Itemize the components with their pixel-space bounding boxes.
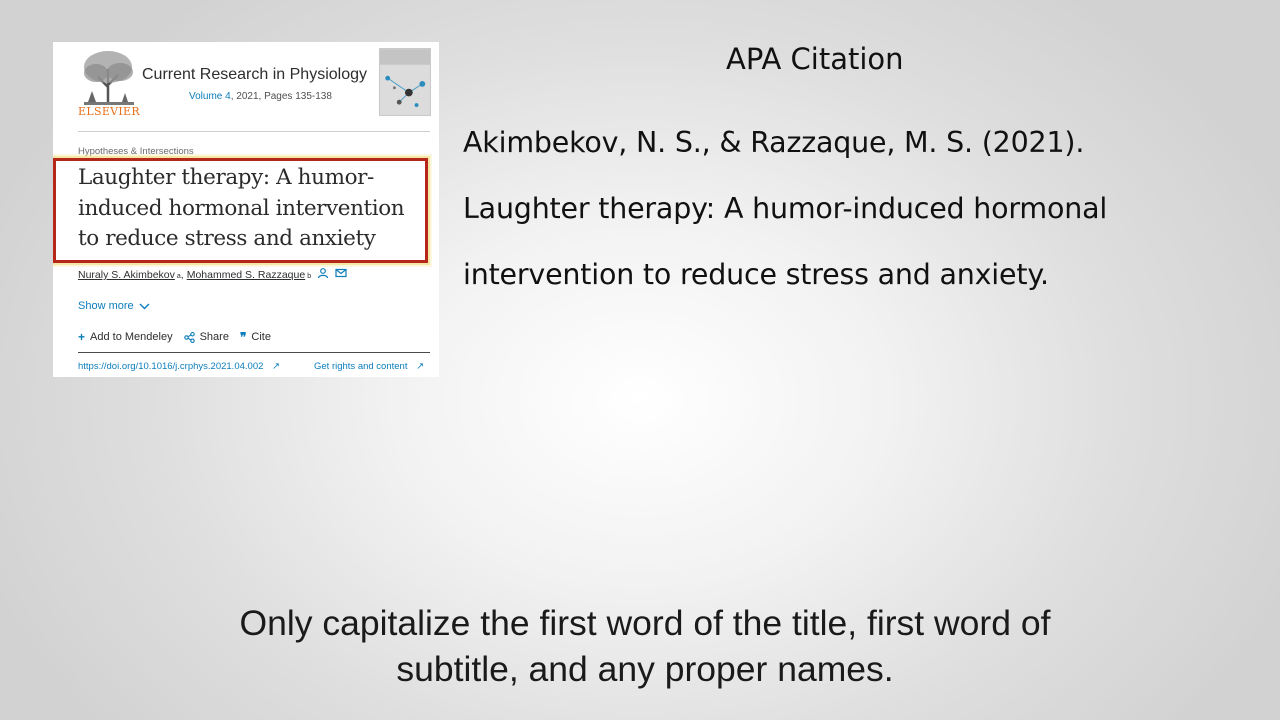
external-link-icon: ↗: [416, 361, 425, 372]
header-divider: [78, 131, 430, 132]
person-icon[interactable]: [317, 268, 329, 278]
add-to-mendeley-label: Add to Mendeley: [90, 331, 173, 343]
capitalization-note: [140, 600, 1150, 692]
publisher-name: ELSEVIER: [78, 105, 140, 118]
citation-heading: APA Citation: [726, 42, 904, 76]
plus-icon: +: [78, 330, 86, 344]
journal-name[interactable]: Current Research in Physiology: [142, 66, 367, 83]
note-line: subtitle, and any proper names.: [396, 649, 894, 689]
elsevier-tree-icon: [78, 47, 140, 109]
apa-citation: [463, 110, 1243, 308]
share-label: Share: [199, 331, 229, 343]
rights-text: Get rights and content: [314, 361, 408, 372]
article-screenshot: [53, 42, 439, 377]
cite-button[interactable]: [240, 330, 271, 344]
doi-link[interactable]: [78, 361, 280, 372]
author-affiliation: a: [176, 273, 181, 280]
journal-volume: [189, 91, 332, 102]
author-separator: ,: [180, 269, 184, 281]
chevron-down-icon: [139, 303, 150, 310]
author-affiliation: b: [307, 273, 312, 280]
author-list: [78, 268, 347, 281]
quote-icon: ❞: [239, 330, 247, 344]
citation-line: intervention to reduce stress and anxiety.: [463, 258, 1049, 291]
mail-icon[interactable]: [335, 268, 347, 278]
author-name[interactable]: Mohammed S. Razzaque: [186, 269, 306, 281]
external-link-icon: ↗: [272, 361, 280, 372]
citation-line: Akimbekov, N. S., & Razzaque, M. S. (2021).: [463, 126, 1085, 159]
article-section: Hypotheses & Intersections: [78, 146, 194, 157]
volume-link[interactable]: Volume 4: [189, 91, 231, 102]
share-button[interactable]: [184, 331, 229, 343]
cite-label: Cite: [251, 331, 271, 343]
note-line: Only capitalize the first word of the title, first word of: [239, 603, 1051, 643]
share-icon: [184, 332, 195, 343]
footer-divider: [78, 352, 430, 353]
citation-line: Laughter therapy: A humor-induced hormonal: [463, 192, 1108, 225]
doi-text: https://doi.org/10.1016/j.crphys.2021.04.002: [78, 361, 264, 372]
add-to-mendeley-button[interactable]: [78, 330, 173, 344]
rights-and-content-link[interactable]: [314, 361, 424, 372]
volume-details: , 2021, Pages 135-138: [230, 91, 332, 102]
show-more-label: Show more: [78, 300, 134, 312]
author-name[interactable]: Nuraly S. Akimbekov: [78, 269, 175, 281]
article-title: Laughter therapy: A humor-induced hormonal intervention to reduce stress and anxiety: [78, 165, 405, 251]
journal-cover-icon[interactable]: [379, 48, 431, 116]
article-actions: [78, 330, 282, 344]
show-more-link[interactable]: [78, 300, 150, 312]
